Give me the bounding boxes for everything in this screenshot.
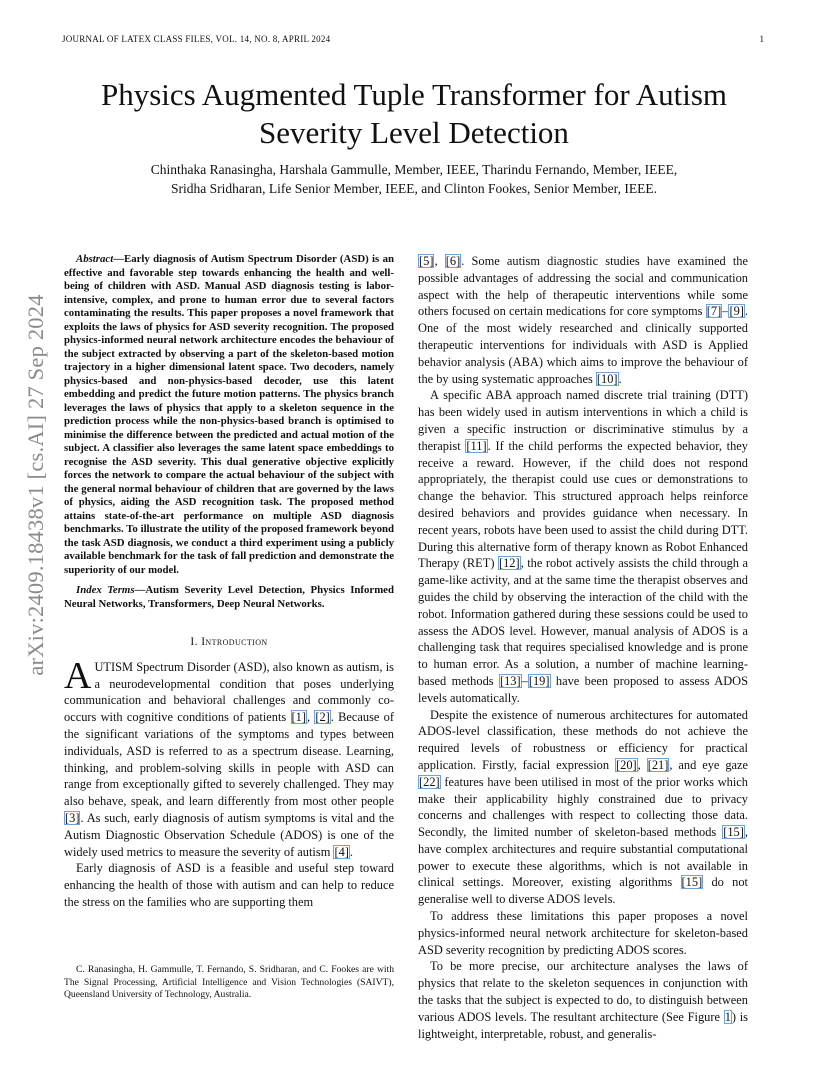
citation-link[interactable]: [5] bbox=[419, 254, 434, 268]
body-text: . Some autism diagnostic studies have examined the possible advantages of addressing the social and communication aspect with the help of therapeutic interventions while some others focused on certain medications for core symptoms bbox=[418, 254, 748, 319]
intro-text: , bbox=[306, 710, 315, 725]
right-paragraph-5 bbox=[418, 958, 748, 1042]
affiliation-footnote: C. Ranasingha, H. Gammulle, T. Fernando, S. Sridharan, and C. Fookes are with The Signal Processing, Artificial Intelligence and Vision Technologies (SAIVT), Queensland University of Technology, Australia. bbox=[64, 964, 394, 1000]
body-text: . If the child performs the expected behavior, they receive a reward. However, if the child does not respond appropriately, the therapist could use cues or demonstrations to change the behavior. This structured approach helps reinforce desired behaviors and provides guidance when necessary. In recent years, robots have been used to assist the child during DTT. During this alternative form of therapy known as Robot Enhanced Therapy (RET) bbox=[418, 438, 748, 571]
citation-link[interactable]: [11] bbox=[466, 438, 487, 453]
right-paragraph-4: To address these limitations this paper proposes a novel physics-informed neural network architecture for skeleton-based ASD severity recognition by predicting ADOS scores. bbox=[418, 909, 748, 957]
body-text: . bbox=[618, 371, 622, 386]
abstract-label: Abstract bbox=[76, 253, 114, 265]
citation-link[interactable]: [15] bbox=[723, 825, 744, 840]
intro-text: . Because of the significant variations of the symptoms and types between individuals, ASD is referred to as a spectrum disease. Learning, thinking, and problem-solving skills in people with ASD can range from exceptionally gifted to severely challenged. They may also behave, speak, and learn differently from most other people bbox=[64, 710, 394, 809]
paper-title: Physics Augmented Tuple Transformer for Autism Severity Level Detection bbox=[100, 77, 728, 150]
body-text: , have complex architectures and require substantial computational power to execute these algorithms, which is not available in clinical settings. Moreover, existing algorithms bbox=[418, 825, 748, 890]
body-text: , and eye gaze bbox=[669, 757, 749, 772]
citation-link[interactable]: [19] bbox=[528, 673, 550, 688]
abstract bbox=[64, 253, 394, 577]
citation-link[interactable]: [15] bbox=[681, 875, 703, 890]
body-text: features have been utilised in most of the prior works which make their applicability highly constrained due to privacy concerns and challenges with respect to collecting those data. Secondly, the limited number of skeleton-based methods bbox=[418, 774, 748, 840]
author-line-1: Chinthaka Ranasingha, Harshala Gammulle, Member, IEEE, Tharindu Fernando, Member, IEEE, bbox=[150, 162, 678, 177]
body-text: , bbox=[434, 254, 445, 268]
arxiv-stamp[interactable]: arXiv:2409.18438v1 [cs.AI] 27 Sep 2024 bbox=[23, 294, 48, 676]
body-text: Despite the existence of numerous architectures for automated ADOS-level classification, these methods do not achieve the required levels of robustness or efficiency for practical application. Firstly, facial expression bbox=[418, 707, 748, 772]
body-text: To be more precise, our architecture analyses the laws of physics that relate to the skeleton sequences in conjunction with the tasks that the subject is expected to do, to distinguish between various ADOS levels. The resultant architecture (See Figure bbox=[418, 959, 748, 1024]
citation-link[interactable]: [3] bbox=[65, 810, 80, 825]
right-paragraph-2 bbox=[418, 387, 748, 706]
running-header: JOURNAL OF LATEX CLASS FILES, VOL. 14, NO. 8, APRIL 2024 bbox=[62, 34, 331, 44]
abstract-text: —Early diagnosis of Autism Spectrum Disorder (ASD) is an effective and favorable step towards enhancing the health and well-being of children with ASD. Manual ASD diagnosis testing is labor-intensive, complex, and prone to human error due to several factors contaminating the results. This paper proposes a novel framework that exploits the laws of physics for ASD severity recognition. The proposed physics-informed neural network architecture encodes the behaviour of the subject extracted by observing a part of the skeleton-based motion trajectory in a higher dimensional latent space. Two decoders, namely physics-based and non-physics-based decoder, use this latent embedding and predict the future motion patterns. The physics branch leverages the laws of physics that apply to a skeleton sequence in the prediction process while the non-physics-based branch is optimised to minimise the difference between the predicted and actual motion of the subject. A classifier also leverages the same latent space embeddings to recognise the ASD severity. This dual generative objective explicitly forces the network to compare the actual behaviour of the subject with the general normal behaviour of children that are governed by the laws of physics, aiding the ASD recognition task. The proposed method attains state-of-the-art performance on multiple ASD diagnosis benchmarks. To illustrate the utility of the proposed framework beyond the task ASD diagnosis, we conduct a third experiment using a publicly available benchmark for the task of fall prediction and demonstrate the superiority of our model. bbox=[64, 253, 394, 576]
page-number: 1 bbox=[759, 34, 764, 44]
right-column bbox=[418, 253, 748, 1042]
author-list bbox=[64, 160, 764, 198]
citation-link[interactable]: [9] bbox=[729, 304, 744, 319]
citation-link[interactable]: [21] bbox=[647, 757, 669, 772]
figure-link[interactable]: 1 bbox=[724, 1009, 731, 1024]
intro-text: . bbox=[349, 844, 353, 859]
body-text: A specific ABA approach named discrete trial training (DTT) has been widely used in autism interventions in which a child is given a specific instruction or discriminative stimulus by a therapist bbox=[418, 388, 748, 453]
intro-text: . As such, early diagnosis of autism symptoms is vital and the Autism Diagnostic Observation Schedule (ADOS) is one of the widely used metrics to measure the severity of autism bbox=[64, 810, 394, 859]
body-text: , the robot actively assists the child through a game-like activity, and at the same time the therapist observes and guides the child by observing the interaction of the child with the robot. Information gathered during these sessions could be used to assess the ADOS level. However, manual analysis of ADOS is a challenging task that requires specialised knowledge and is prone to human error. As a solution, a number of machine learning-based methods bbox=[418, 556, 748, 688]
citation-link[interactable]: [7] bbox=[706, 304, 722, 319]
body-text: – bbox=[521, 673, 528, 688]
citation-link[interactable]: [1] bbox=[291, 710, 306, 725]
body-text: have been proposed to assess ADOS levels automatically. bbox=[418, 673, 748, 705]
body-text: , bbox=[637, 757, 647, 772]
citation-link[interactable]: [12] bbox=[498, 556, 520, 571]
right-paragraph-1 bbox=[418, 253, 748, 387]
section-heading bbox=[64, 634, 394, 651]
index-terms-label: Index Terms bbox=[76, 584, 135, 596]
citation-link[interactable]: [4] bbox=[334, 844, 349, 859]
drop-cap: A bbox=[64, 654, 92, 697]
body-text: ) is lightweight, interpretable, robust, and generalis- bbox=[418, 1009, 748, 1041]
body-text: . One of the most widely researched and clinically supported therapeutic interventions for individuals with ASD is Applied behavior analysis (ABA) which aims to improve the behaviour of the by using systematic approaches bbox=[418, 304, 748, 386]
citation-link[interactable]: [13] bbox=[499, 673, 521, 688]
index-terms-text: —Autism Severity Level Detection, Physics Informed Neural Networks, Transformers, Deep Neural Networks. bbox=[64, 584, 394, 610]
citation-link[interactable]: [20] bbox=[616, 757, 637, 772]
section-number: I. bbox=[190, 636, 198, 648]
index-terms bbox=[64, 584, 394, 611]
citation-link[interactable]: [6] bbox=[445, 254, 461, 268]
citation-link[interactable]: [22] bbox=[419, 774, 440, 789]
citation-link[interactable]: [2] bbox=[315, 710, 330, 725]
intro-text: UTISM Spectrum Disorder (ASD), also known as autism, is a neurodevelopmental condition that poses underlying communication and behavioral challenges and commonly co-occurs with cognitive conditions of patients bbox=[64, 659, 394, 725]
body-text: – bbox=[722, 304, 729, 319]
body-text: do not generalise well to diverse ADOS levels. bbox=[418, 875, 748, 907]
left-column bbox=[64, 253, 394, 911]
intro-paragraph-2: Early diagnosis of ASD is a feasible and useful step toward enhancing the health of those with autism and can help to reduce the stress on the families who are supporting them bbox=[64, 861, 394, 909]
citation-link[interactable]: [10] bbox=[596, 371, 618, 386]
author-line-2: Sridha Sridharan, Life Senior Member, IEEE, and Clinton Fookes, Senior Member, IEEE. bbox=[171, 181, 657, 196]
right-paragraph-3 bbox=[418, 707, 748, 909]
intro-paragraph-1 bbox=[64, 654, 394, 861]
section-title: Introduction bbox=[201, 636, 268, 648]
